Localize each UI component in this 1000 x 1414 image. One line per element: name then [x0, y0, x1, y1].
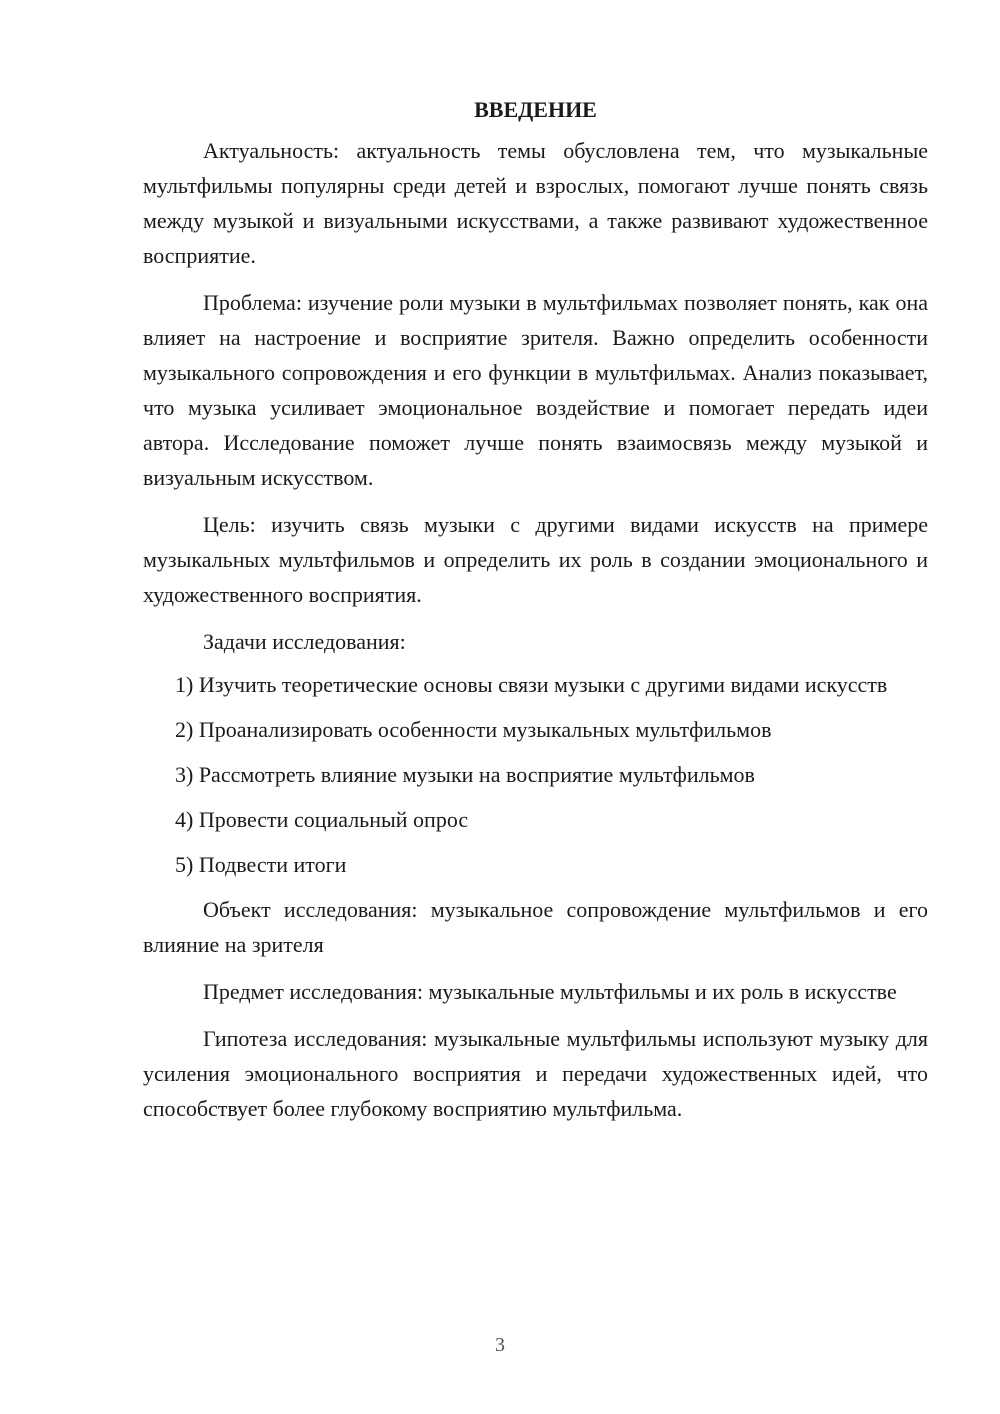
relevance-paragraph: Актуальность: актуальность темы обусловлена тем, что музыкальные мультфильмы популярны среди детей и взрослых, помогают лучше понять связь между музыкой и визуальными искусствами, а также развивают художественное восприятие. — [143, 138, 928, 268]
task-item-2: 2) Проанализировать особенности музыкальных мультфильмов — [175, 717, 772, 742]
task-item-5: 5) Подвести итоги — [175, 852, 347, 877]
object-paragraph: Объект исследования: музыкальное сопровождение мультфильмов и его влияние на зрителя — [143, 897, 928, 957]
goal-paragraph: Цель: изучить связь музыки с другими видами искусств на примере музыкальных мультфильмов и определить их роль в создании эмоционального и художественного восприятия. — [143, 512, 928, 607]
task-item-4: 4) Провести социальный опрос — [175, 807, 469, 832]
problem-paragraph: Проблема: изучение роли музыки в мультфильмах позволяет понять, как она влияет на настроение и восприятие зрителя. Важно определить особенности музыкального сопровождения и его функции в мультфильмах. Анализ показывает, что музыка усиливает эмоциональное воздействие и помогает передать идеи автора. Исследование поможет лучше понять взаимосвязь между музыкой и визуальным искусством. — [143, 290, 928, 490]
page-number: 3 — [495, 1334, 505, 1356]
task-item-3: 3) Рассмотреть влияние музыки на восприятие мультфильмов — [175, 762, 755, 787]
document-page — [143, 92, 928, 1138]
task-item-1: 1) Изучить теоретические основы связи музыки с другими видами искусств — [175, 672, 888, 697]
subject-paragraph: Предмет исследования: музыкальные мультфильмы и их роль в искусстве — [203, 979, 897, 1004]
tasks-heading: Задачи исследования: — [203, 629, 406, 654]
hypothesis-paragraph: Гипотеза исследования: музыкальные мультфильмы используют музыку для усиления эмоционального восприятия и передачи художественных идей, что способствует более глубокому восприятию мультфильма. — [143, 1026, 928, 1121]
section-title: ВВЕДЕНИЕ — [474, 97, 597, 122]
